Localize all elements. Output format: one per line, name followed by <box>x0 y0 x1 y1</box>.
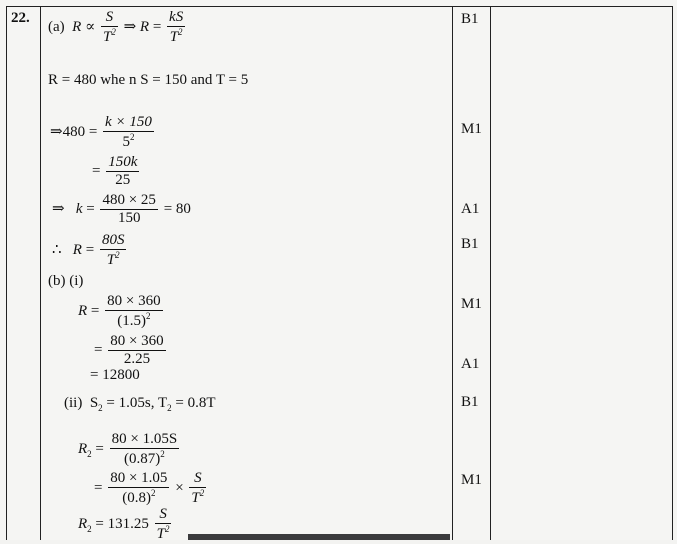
table-top-border <box>6 6 673 7</box>
final-formula-line: ∴ R = $\frac{80S}{T^2}$ <box>52 232 125 269</box>
substitution-line: ⇒480 = $\frac{k \times 150}{5^2}$ <box>50 114 152 151</box>
part-b-simplified: = $\frac{80 \times 360}{2.25}$ <box>94 333 164 368</box>
simplified-line: = $\frac{150k}{25}$ <box>92 154 138 189</box>
mark-a1-a: A1 <box>461 201 480 217</box>
marks-column-divider <box>490 6 491 540</box>
k-solution-line: ⇒ k = $\frac{480 \times 25}{150}$ = 80 <box>52 192 191 227</box>
mark-m1-b: M1 <box>461 296 482 312</box>
mark-b1-a2: B1 <box>461 236 479 252</box>
r2-simplified: = $\frac{80 \times 1.05}{(0.8)^2}$ × $\frac{S}{T^2}$ <box>94 470 205 507</box>
part-b-label: (b) (i) <box>48 273 84 289</box>
mark-b1-b: B1 <box>461 394 479 410</box>
page-bottom-bar <box>188 534 450 540</box>
mark-b1-a: B1 <box>461 11 479 27</box>
r2-substitution: $R_2$ = $\frac{80 \times 1.05S}{(0.87)^2}$ <box>78 431 178 468</box>
mark-m1-a: M1 <box>461 121 482 137</box>
r2-final: $R_2 = 131.25$ $\frac{S}{T^2}$ <box>78 506 170 543</box>
working-column-divider <box>452 6 453 540</box>
part-b-substitution: R = $\frac{80 \times 360}{(1.5)^2}$ <box>78 293 161 330</box>
given-condition: R = 480 whe n S = 150 and T = 5 <box>48 72 249 88</box>
part-b-result: = 12800 <box>90 367 140 383</box>
part-b-ii-line: (ii) $S_2 = 1.05s$, $T_2 = 0.8T$ <box>64 395 216 413</box>
part-a-label: (a) <box>48 19 65 36</box>
table-right-border <box>672 6 673 540</box>
part-a-proportionality: (a) R ∝ $\frac{S}{T^2}$ ⇒ R = $\frac{kS}{T^2}$ <box>48 9 184 46</box>
number-column-divider <box>40 6 41 540</box>
mark-a1-b: A1 <box>461 356 480 372</box>
table-left-border <box>6 6 7 540</box>
question-number: 22. <box>11 10 30 26</box>
mark-m1-b2: M1 <box>461 472 482 488</box>
